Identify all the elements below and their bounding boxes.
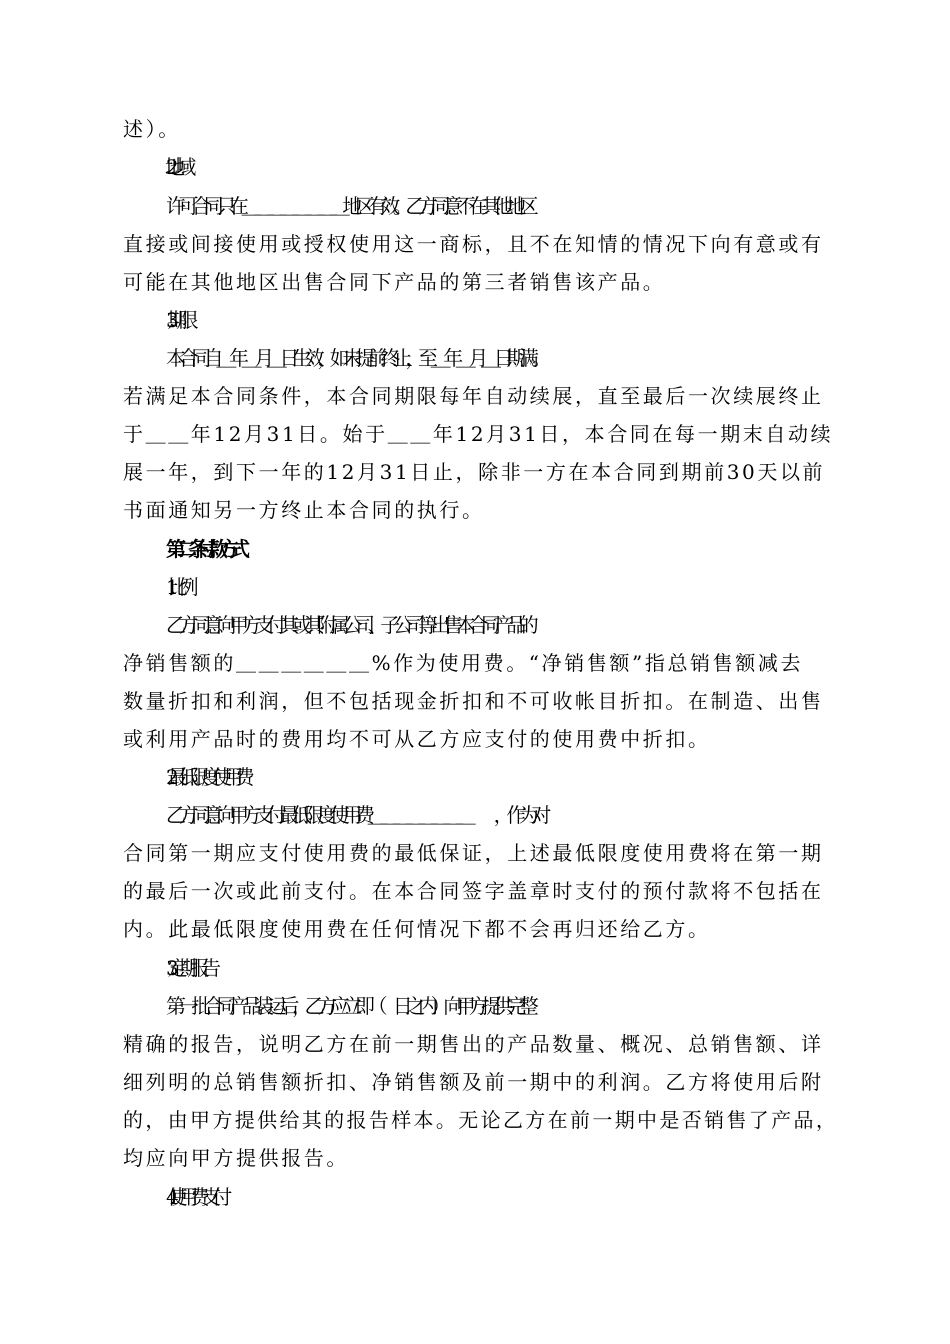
text-line: 本合同自＿年＿月＿日生效，如未提前终止，至＿年＿月＿日期满。 bbox=[166, 346, 544, 370]
text-line: 述）。 bbox=[123, 117, 181, 141]
article-heading: 第二条 付款方式 bbox=[166, 537, 241, 561]
text-line: 净销售额的＿＿＿＿＿＿%作为使用费。“净销售额”指总销售额减去 bbox=[123, 651, 804, 675]
subsection-heading: 2. 地域 bbox=[166, 155, 188, 179]
text-line: 书面通知另一方终止本合同的执行。 bbox=[123, 498, 485, 522]
text-line: 展一年，到下一年的12月31日止，除非一方在本合同到期前30天以前 bbox=[123, 460, 826, 484]
text-line: 可能在其他地区出售合同下产品的第三者销售该产品。 bbox=[123, 270, 666, 294]
text-line: 若满足本合同条件，本合同期限每年自动续展，直至最后一次续展终止 bbox=[123, 384, 824, 408]
text-line: 第一批合同产品装运后，乙方应立即（ 日之内）向甲方提供完整 bbox=[166, 994, 532, 1018]
text-line: 许可合同只在＿＿＿＿＿＿＿＿地区有效。乙方同意不在其他地区 bbox=[166, 194, 532, 218]
text-line: 的最后一次或此前支付。在本合同签字盖章时支付的预付款将不包括在 bbox=[123, 879, 824, 903]
text-line: 细列明的总销售额折扣、净销售额及前一期中的利润。乙方将使用后附 bbox=[123, 1070, 824, 1094]
text-line: 的，由甲方提供给其的报告样本。无论乙方在前一期中是否销售了产品， bbox=[123, 1108, 839, 1132]
subsection-heading: 3.定期报告 bbox=[166, 956, 213, 980]
text-line: 合同第一期应支付使用费的最低保证，上述最低限度使用费将在第一期 bbox=[123, 841, 824, 865]
text-line: 精确的报告，说明乙方在前一期售出的产品数量、概况、总销售额、详 bbox=[123, 1032, 824, 1056]
subsection-heading: 3.期限 bbox=[166, 308, 190, 332]
text-line: 直接或间接使用或授权使用这一商标，且不在知情的情况下向有意或有 bbox=[123, 232, 824, 256]
text-line: 于＿＿年12月31日。始于＿＿年12月31日，本合同在每一期末自动续 bbox=[123, 422, 834, 446]
subsection-heading: 4.使用费支付 bbox=[166, 1185, 224, 1209]
subsection-heading: 1.比例 bbox=[166, 575, 190, 599]
text-line: 内。此最低限度使用费在任何情况下都不会再归还给乙方。 bbox=[123, 917, 711, 941]
subsection-heading: 2.最低限度使用费 bbox=[166, 765, 246, 789]
text-line: 均应向甲方提供报告。 bbox=[123, 1146, 349, 1170]
text-line: 乙方同意向甲方支付最低限度使用费＿＿＿＿＿＿＿＿ ，作为对 bbox=[166, 803, 544, 827]
text-line: 或利用产品时的费用均不可从乙方应支付的使用费中折扣。 bbox=[123, 727, 711, 751]
text-line: 乙方同意向甲方支付其或其附属公司、子公司等出售本合同产品的 bbox=[166, 613, 532, 637]
text-line: 数量折扣和利润，但不包括现金折扣和不可收帐目折扣。在制造、出售 bbox=[123, 689, 824, 713]
